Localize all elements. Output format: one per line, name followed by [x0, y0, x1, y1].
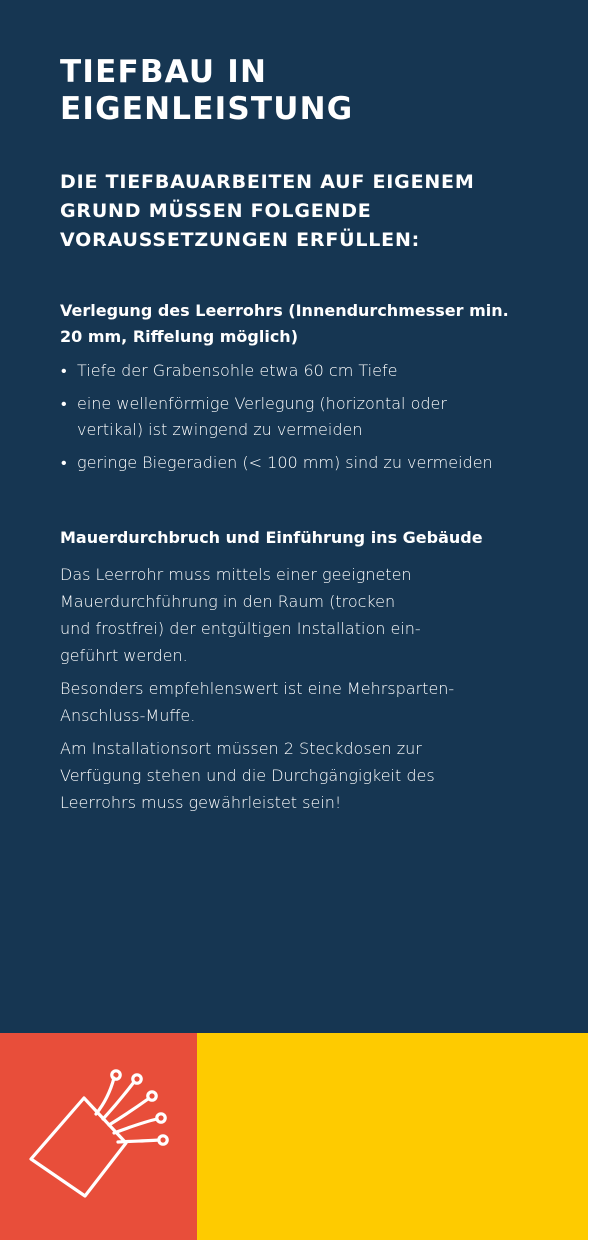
section-mauerdurchbruch: [60, 525, 540, 816]
subtitle-line-2: GRUND MÜSSEN FOLGENDE: [60, 200, 372, 222]
subtitle-line-3: VORAUSSETZUNGEN ERFÜLLEN:: [60, 229, 421, 251]
page-subtitle: [60, 168, 540, 255]
paragraph-line: und frostfrei) der entgültigen Installation ein-: [60, 619, 421, 638]
title-line-1: TIEFBAU IN: [60, 54, 268, 90]
list-item: [60, 450, 540, 476]
section-heading-mauerdurchbruch: Mauerdurchbruch und Einführung ins Gebäude: [60, 528, 483, 547]
content: [60, 54, 540, 816]
paragraph-empfehlung: [60, 675, 540, 729]
page-title: [60, 54, 540, 128]
paragraph-line: Leerrohrs muss gewährleistet sein!: [60, 793, 342, 812]
list-item-text: eine wellenförmige Verlegung (horizontal oder: [77, 394, 447, 413]
paragraph-line: geführt werden.: [60, 646, 188, 665]
paragraph-leerrohr-einfuehrung: [60, 561, 540, 669]
footer-red-block: [0, 1033, 197, 1240]
list-item-text: Tiefe der Grabensohle etwa 60 cm Tiefe: [77, 361, 398, 380]
subtitle-line-1: DIE TIEFBAUARBEITEN AUF EIGENEM: [60, 171, 475, 193]
list-item: [60, 391, 540, 443]
paragraph-line: Anschluss-Muffe.: [60, 706, 196, 725]
list-item-text: geringe Biegeradien (< 100 mm) sind zu vermeiden: [77, 453, 493, 472]
paragraph-line: Das Leerrohr muss mittels einer geeigneten: [60, 565, 412, 584]
paragraph-installationsort: [60, 735, 540, 816]
requirement-list: [60, 358, 540, 476]
footer-yellow-block: [197, 1033, 588, 1240]
title-line-2: EIGENLEISTUNG: [60, 91, 354, 127]
fiber-cable-icon: [26, 1069, 174, 1209]
paragraph-line: Verfügung stehen und die Durchgängigkeit des: [60, 766, 435, 785]
section-heading-leerrohr: [60, 298, 540, 350]
section1-heading-line-2: 20 mm, Riffelung möglich): [60, 327, 299, 346]
paragraph-line: Besonders empfehlenswert ist eine Mehrsparten-: [60, 679, 455, 698]
bullet-icon: •: [61, 394, 67, 413]
paragraph-line: Am Installationsort müssen 2 Steckdosen zur: [60, 739, 422, 758]
section-leerrohr: [60, 298, 540, 476]
list-item: [60, 358, 540, 384]
paragraph-line: Mauerdurchführung in den Raum (trocken: [60, 592, 396, 611]
section1-heading-line-1: Verlegung des Leerrohrs (Innendurchmesser min.: [60, 301, 509, 320]
bullet-icon: •: [61, 361, 67, 380]
bullet-icon: •: [61, 453, 67, 472]
list-item-text: vertikal) ist zwingend zu vermeiden: [77, 420, 363, 439]
